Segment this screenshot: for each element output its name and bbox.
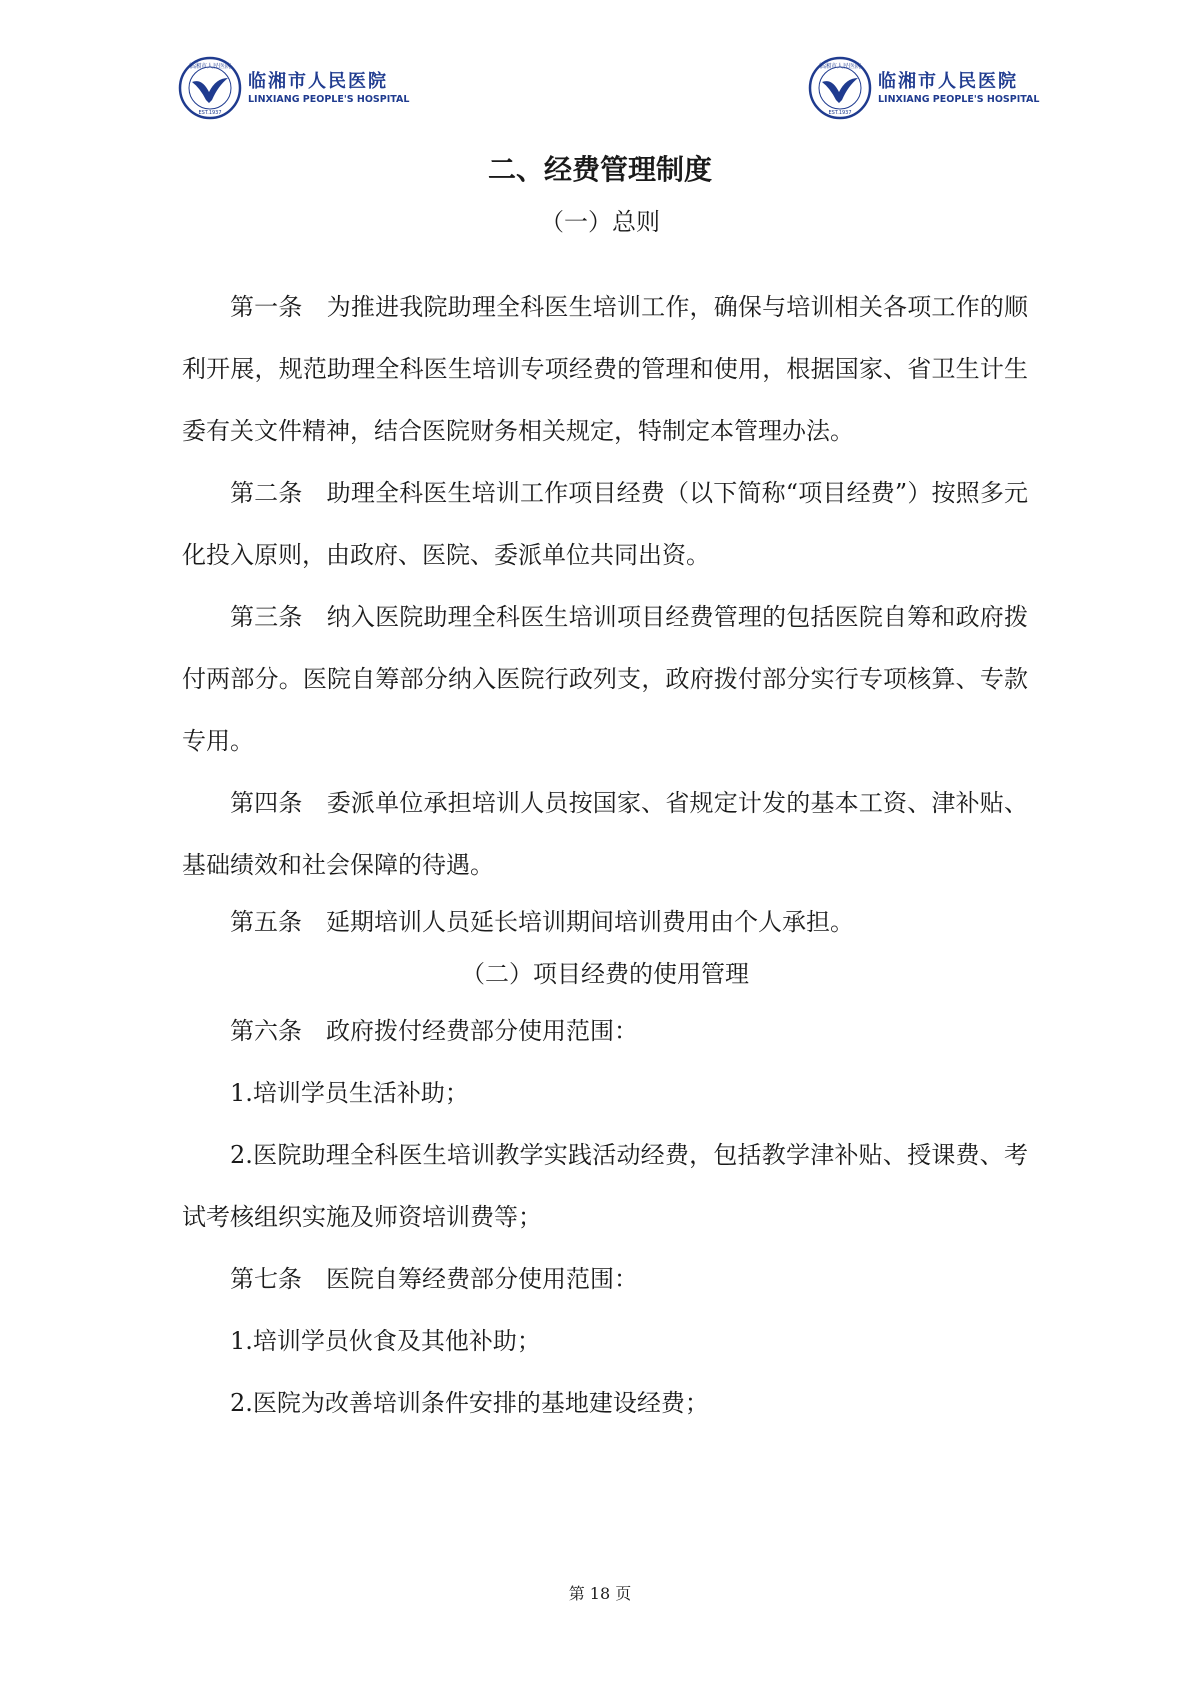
hospital-emblem-icon [178,56,242,120]
article-5: 第五条 延期培训人员延长培训期间培训费用由个人承担。 [230,908,854,936]
list-item: 2.医院助理全科医生培训教学实践活动经费，包括教学津补贴、授课费、考试考核组织实施及师资培训费等； [182,1141,1028,1231]
hospital-logo-left [178,56,409,120]
list-item: 1.培训学员生活补助； [230,1079,469,1107]
article-4: 第四条 委派单位承担培训人员按国家、省规定计发的基本工资、津补贴、基础绩效和社会保障的待遇。 [182,789,1028,879]
logo-chinese-name: 临湘市人民医院 [248,70,388,92]
article-6: 第六条 政府拨付经费部分使用范围： [230,1017,638,1045]
list-item: 1.培训学员伙食及其他补助； [230,1327,541,1355]
logo-english-name: LINXIANG PEOPLE'S HOSPITAL [878,93,1040,105]
svg-text:临湘市人民医院: 临湘市人民医院 [188,63,232,70]
section-heading-usage: （二）项目经费的使用管理 [461,960,749,988]
article-1: 第一条 为推进我院助理全科医生培训工作，确保与培训相关各项工作的顺利开展，规范助理全科医生培训专项经费的管理和使用，根据国家、省卫生计生委有关文件精神，结合医院财务相关规定，特制定本管理办法。 [182,293,1028,445]
document-body [182,276,1028,1434]
article-2: 第二条 助理全科医生培训工作项目经费（以下简称“项目经费”）按照多元化投入原则，由政府、医院、委派单位共同出资。 [182,479,1028,569]
svg-text:EST.1937: EST.1937 [828,110,852,116]
hospital-logo-right [808,56,1039,120]
svg-text:EST.1937: EST.1937 [198,110,222,116]
list-item: 2.医院为改善培训条件安排的基地建设经费； [230,1389,709,1417]
article-3: 第三条 纳入医院助理全科医生培训项目经费管理的包括医院自筹和政府拨付两部分。医院自筹部分纳入医院行政列支，政府拨付部分实行专项核算、专款专用。 [182,603,1028,755]
page-title: 二、经费管理制度 [487,153,712,186]
svg-text:临湘市人民医院: 临湘市人民医院 [818,63,862,70]
hospital-emblem-icon [808,56,872,120]
article-7: 第七条 医院自筹经费部分使用范围： [230,1265,638,1293]
section-heading-general: （一）总则 [540,208,660,236]
logo-english-name: LINXIANG PEOPLE'S HOSPITAL [248,93,410,105]
logo-chinese-name: 临湘市人民医院 [878,70,1018,92]
page-number: 第 18 页 [568,1584,632,1603]
